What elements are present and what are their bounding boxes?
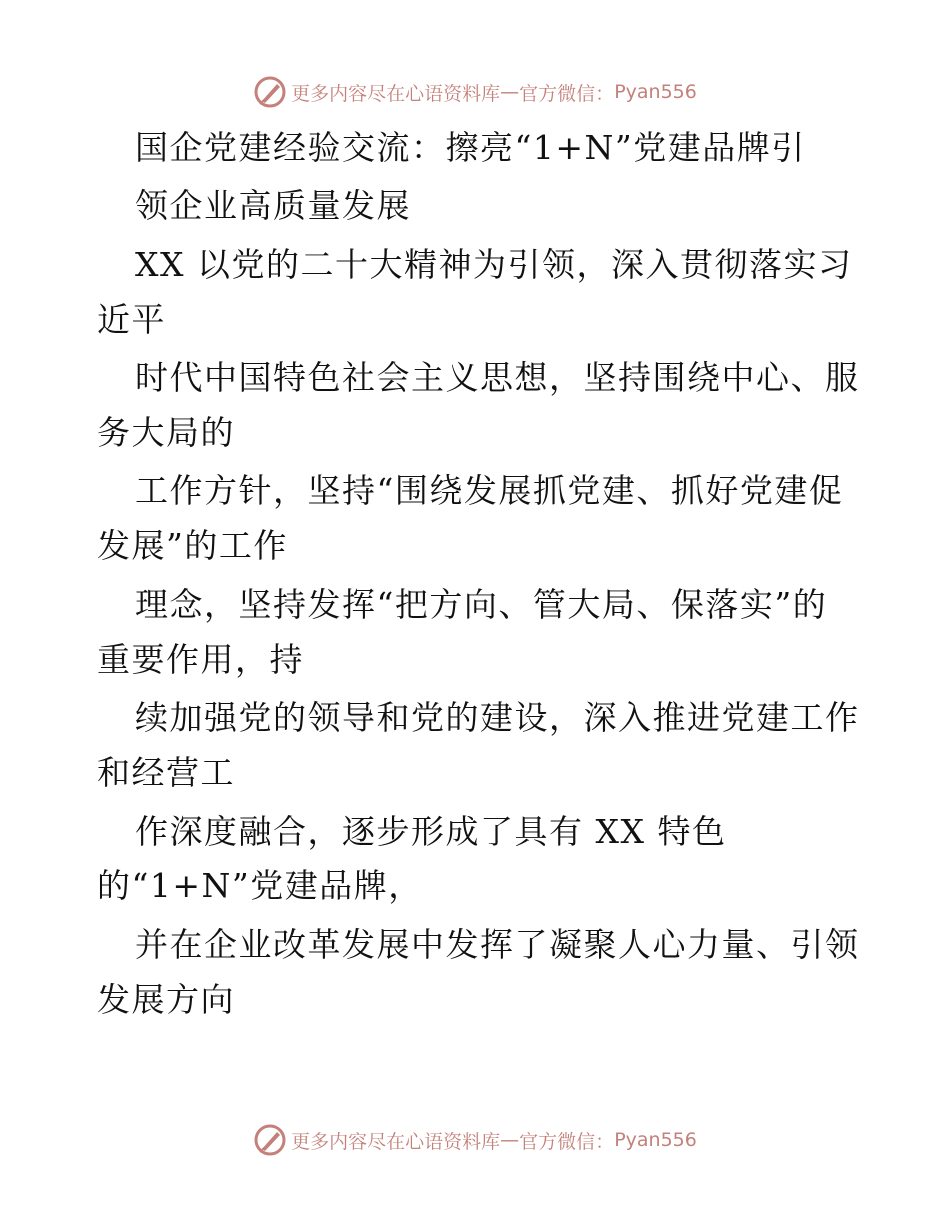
quill-emblem-icon xyxy=(253,1123,287,1157)
doc-line: 工作方针，坚持“围绕发展抓党建、抓好党建促 xyxy=(135,471,844,510)
doc-line: 并在企业改革发展中发挥了凝聚人心力量、引领 xyxy=(135,925,860,964)
doc-line: 时代中国特色社会主义思想，坚持围绕中心、服 xyxy=(135,358,860,397)
header-watermark xyxy=(0,72,950,112)
watermark-wechat-id: Pyan556 xyxy=(614,81,697,103)
doc-line: XX 以党的二十大精神为引领，深入贯彻落实习 xyxy=(135,245,853,284)
doc-line: 理念，坚持发挥“把方向、管大局、保落实”的 xyxy=(135,585,828,624)
doc-line: 务大局的 xyxy=(97,413,235,452)
doc-line: 重要作用，持 xyxy=(97,640,304,679)
footer-watermark xyxy=(0,1120,950,1160)
watermark-separator: — xyxy=(500,81,520,103)
doc-line: 领企业高质量发展 xyxy=(135,186,411,225)
watermark-wechat-id: Pyan556 xyxy=(614,1129,697,1151)
watermark-wechat-label: 官方微信： xyxy=(519,1130,615,1153)
doc-line: 发展方向 xyxy=(97,980,235,1019)
doc-line: 发展”的工作 xyxy=(97,526,288,565)
quill-emblem-icon xyxy=(253,75,287,109)
watermark-text: 更多内容尽在心语资料库 xyxy=(291,82,501,105)
doc-line: 的“1+N”党建品牌， xyxy=(97,866,423,905)
doc-line: 和经营工 xyxy=(97,753,235,792)
doc-line: 续加强党的领导和党的建设，深入推进党建工作 xyxy=(135,698,860,737)
watermark-separator: — xyxy=(500,1129,520,1151)
doc-line: 近平 xyxy=(97,300,166,339)
doc-line: 国企党建经验交流：擦亮“1+N”党建品牌引 xyxy=(135,128,806,167)
watermark-text: 更多内容尽在心语资料库 xyxy=(291,1130,501,1153)
doc-line: 作深度融合，逐步形成了具有 XX 特色 xyxy=(135,812,727,851)
watermark-wechat-label: 官方微信： xyxy=(519,82,615,105)
